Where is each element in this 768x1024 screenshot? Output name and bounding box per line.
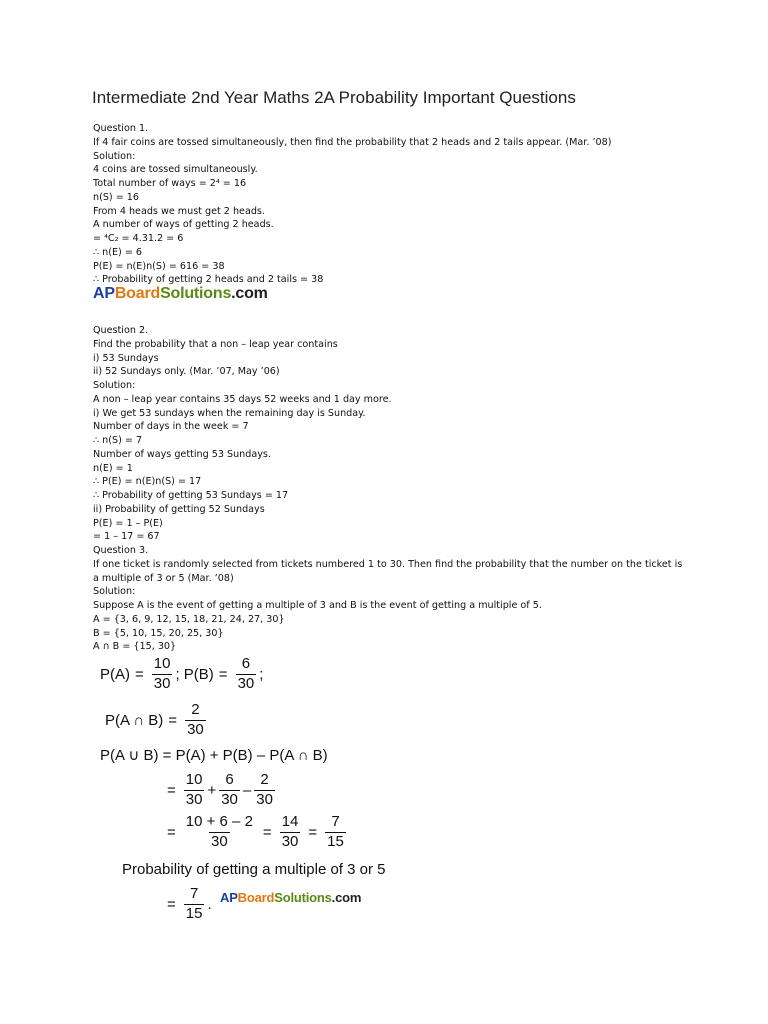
fraction-numerator: 2 [191,701,200,718]
q2-step: ∴ n(S) = 7 [93,435,143,446]
fraction-denominator: 30 [185,790,203,808]
math-conclusion [122,861,385,878]
fraction-numerator: 2 [260,771,269,788]
fraction-denominator: 30 [256,790,273,808]
math-conclusion-text: Probability of getting a multiple of 3 or 5 [122,861,386,878]
q1-step: = ⁴C₂ = 4.31.2 = 6 [93,233,184,244]
q2-step: ∴ Probability of getting 53 Sundays = 17 [93,490,289,501]
math-final-answer [162,886,212,922]
q2-solution-label: Solution: [93,380,136,391]
apboardsolutions-logo [93,285,268,303]
math-union-text: P(A ∪ B) = P(A) + P(B) – P(A ∩ B) [100,747,328,764]
math-equals: = [135,665,144,683]
fraction-denominator: 30 [221,790,238,808]
logo-part-board: Board [114,285,161,302]
q3-solution-label: Solution: [93,586,136,598]
math-pa-label: P(A) [100,665,130,683]
logo-part-solutions: Solutions [274,890,332,905]
q2-part-i: i) 53 Sundays [93,352,159,364]
q2-statement: Find the probability that a non – leap year contains [93,338,338,350]
q3-heading: Question 3. [93,545,149,556]
q2-part-ii: ii) 52 Sundays only. (Mar. ’07, May ’06) [93,366,280,378]
math-period: . [207,895,212,913]
q2-step: i) We get 53 sundays when the remaining day is Sunday. [93,407,366,419]
math-semicolon: ; [259,665,264,683]
q2-step: P(E) = 1 – P(E) [93,517,163,529]
math-plus: + [207,781,217,799]
q2-step: Number of days in the week = 7 [93,421,249,433]
page-title: Intermediate 2nd Year Maths 2A Probability Important Questions [92,88,576,107]
q2-answer: = 1 – 17 = 67 [93,531,160,543]
math-fraction [185,702,206,738]
math-equals: = [218,665,228,683]
logo-part-ap: AP [220,890,238,905]
logo-part-ap: AP [93,285,115,302]
math-equals: = [308,823,318,841]
math-fraction [254,772,275,808]
logo-part-board: Board [237,890,275,905]
apboardsolutions-logo [220,890,361,905]
q2-step: n(E) = 1 [93,462,133,474]
math-equals: = [168,711,178,729]
question-2-3-block [93,324,683,654]
math-equals: = [167,823,176,841]
fraction-denominator: 30 [211,832,228,850]
math-fraction [184,772,205,808]
q1-step: 4 coins are tossed simultaneously. [93,164,258,176]
fraction-numerator: 10 [153,655,171,672]
q1-statement: If 4 fair coins are tossed simultaneously, then find the probability that 2 heads and 2 tails appear. (Mar. ’08) [93,136,612,148]
math-fraction [219,772,240,808]
fraction-numerator: 6 [241,655,251,672]
math-equals: = [167,895,176,913]
q1-solution-label: Solution: [93,150,136,162]
q3-statement: If one ticket is randomly selected from tickets numbered 1 to 30. Then find the probability that the number on the ticket is a multiple of 3 or 5 (Mar. ’08) [93,558,683,584]
q3-set-b: B = {5, 10, 15, 20, 25, 30} [93,627,224,639]
q1-step: Total number of ways = 2⁴ = 16 [93,178,247,189]
logo-part-solutions: Solutions [160,285,232,302]
fraction-denominator: 15 [185,904,203,922]
math-pa-pb-line [100,656,263,692]
q2-heading: Question 2. [93,325,149,336]
q3-step: Suppose A is the event of getting a multiple of 3 and B is the event of getting a multiple of 5. [93,600,542,611]
fraction-denominator: 30 [187,720,204,738]
fraction-numerator: 10 + 6 – 2 [185,813,253,830]
math-union-formula [100,746,328,764]
fraction-denominator: 15 [327,832,344,850]
q1-heading: Question 1. [93,123,149,134]
q1-answer: ∴ Probability of getting 2 heads and 2 tails = 38 [93,274,324,286]
fraction-denominator: 30 [281,832,299,850]
fraction-denominator: 30 [153,674,171,692]
math-pab-line [105,702,209,738]
q2-step: ii) Probability of getting 52 Sundays [93,503,265,515]
q2-step: A non – leap year contains 35 days 52 weeks and 1 day more. [93,393,392,405]
math-pb-label: ; P(B) [175,665,214,683]
fraction-numerator: 14 [281,813,299,830]
fraction-numerator: 6 [225,771,234,788]
math-fraction [280,814,301,850]
math-pab-label: P(A ∩ B) [105,711,164,729]
q1-step: P(E) = n(E)n(S) = 616 = 38 [93,260,225,272]
logo-part-com: .com [331,890,362,905]
fraction-denominator: 30 [237,674,255,692]
math-fraction [325,814,346,850]
q1-step: From 4 heads we must get 2 heads. [93,205,265,217]
fraction-numerator: 7 [331,813,340,830]
fraction-numerator: 7 [189,885,199,902]
question-1-block [93,122,683,287]
math-equals: = [167,781,176,799]
q2-step: ∴ P(E) = n(E)n(S) = 17 [93,476,202,488]
math-fraction [184,886,205,922]
q1-step: n(S) = 16 [93,191,140,203]
q1-step: ∴ n(E) = 6 [93,246,143,258]
math-fraction [152,656,173,692]
math-minus: – [242,781,252,799]
fraction-numerator: 10 [185,771,203,788]
math-fraction [184,814,255,850]
math-fraction [236,656,257,692]
math-substitution-line [162,772,278,808]
q1-step: A number of ways of getting 2 heads. [93,219,274,231]
math-equals: = [262,823,272,841]
logo-part-com: .com [231,285,268,302]
q2-step: Number of ways getting 53 Sundays. [93,448,271,460]
q3-set-a: A = {3, 6, 9, 12, 15, 18, 21, 24, 27, 30} [93,613,285,625]
math-simplification-line [162,814,349,850]
q3-intersection: A ∩ B = {15, 30} [93,641,177,653]
